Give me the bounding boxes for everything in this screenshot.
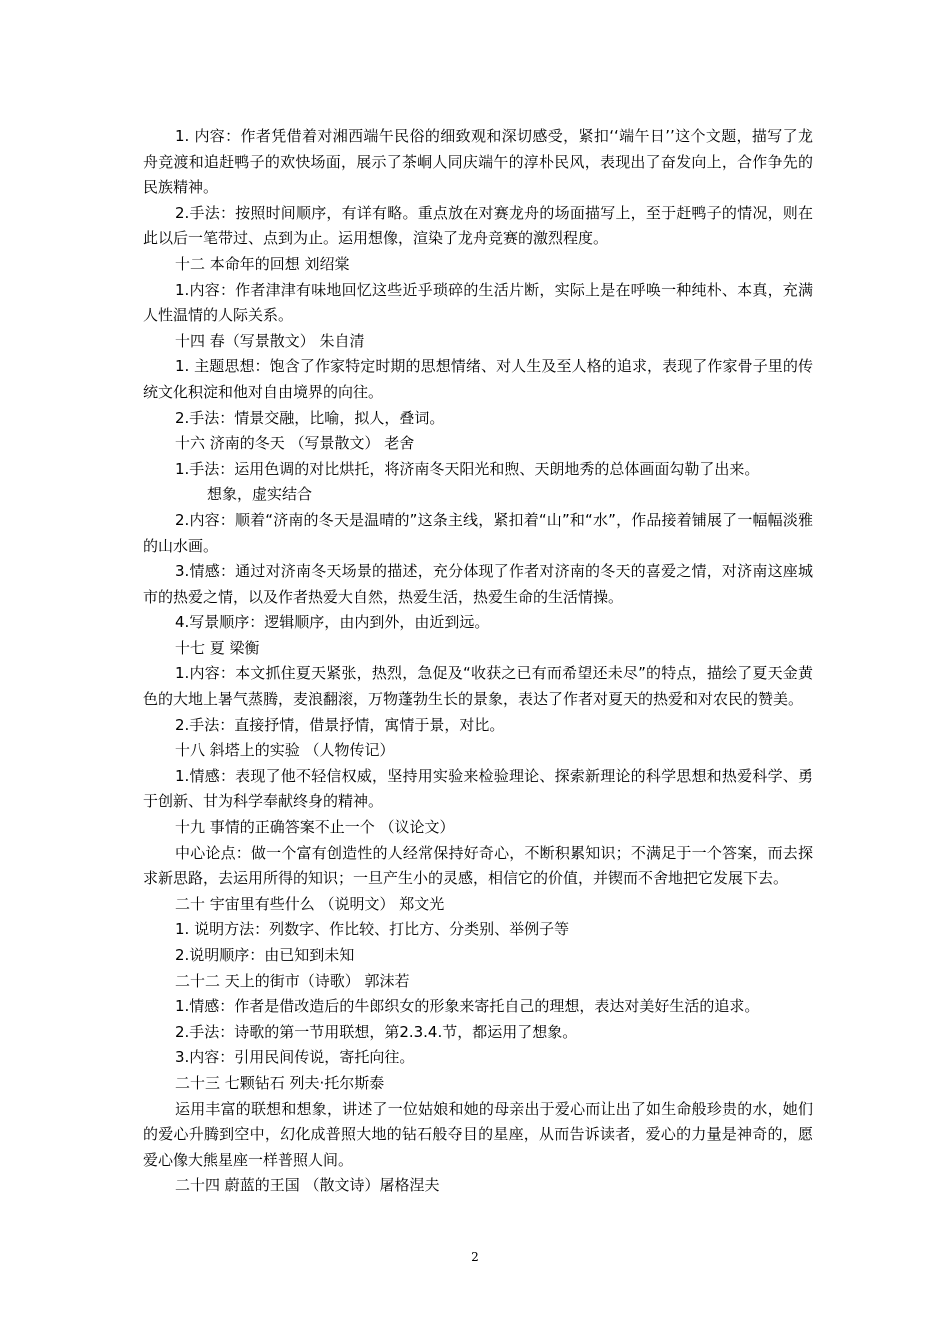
section-heading: 十四 春（写景散文） 朱自清 [175,331,365,350]
paragraph: 1.情感：表现了他不轻信权威，坚持用实验来检验理论、探索新理论的科学思想和热爱科学、勇于创新、甘为科学奉献终身的精神。 [143,766,813,811]
paragraph: 1.内容：本文抓住夏天紧张，热烈，急促及“收获之已有而希望还未尽”的特点，描绘了夏天金黄色的大地上暑气蒸腾，麦浪翻滚，万物蓬勃生长的景象，表达了作者对夏天的热爱和对农民的赞美。 [143,664,813,709]
paragraph: 想象，虚实结合 [207,485,313,504]
paragraph: 1.情感：作者是借改造后的牛郎织女的形象来寄托自己的理想，表达对美好生活的追求。 [175,997,760,1016]
paragraph: 2.说明顺序：由已知到未知 [175,946,355,964]
paragraph: 1.手法：运用色调的对比烘托，将济南冬天阳光和煦、天朗地秀的总体画面勾勒了出来。 [175,459,760,478]
paragraph: 1. 主题思想：饱含了作家特定时期的思想情绪、对人生及至人格的追求，表现了作家骨子里的传统文化积淀和他对自由境界的向往。 [143,357,813,401]
paragraph: 1. 说明方法：列数字、作比较、打比方、分类别、举例子等 [175,920,570,939]
section-heading: 二十三 七颗钻石 列夫·托尔斯泰 [175,1073,385,1092]
section-heading: 二十二 天上的街市（诗歌） 郭沫若 [175,971,410,990]
paragraph: 2.手法：情景交融，比喻，拟人，叠词。 [175,408,445,427]
section-heading: 十七 夏 梁衡 [175,638,260,657]
paragraph: 2.手法：按照时间顺序，有详有略。重点放在对赛龙舟的场面描写上，至于赶鸭子的情况，则在此以后一笔带过、点到为止。运用想像，渲染了龙舟竞赛的激烈程度。 [143,203,813,248]
section-heading: 十八 斜塔上的实验 （人物传记） [175,741,395,760]
paragraph: 2.内容：顺着“济南的冬天是温晴的”这条主线，紧扣着“山”和“水”，作品接着铺展了一幅幅淡雅的山水画。 [143,510,813,555]
document-body [143,124,813,1199]
paragraph: 3.内容：引用民间传说，寄托向往。 [175,1048,415,1067]
paragraph: 运用丰富的联想和想象，讲述了一位姑娘和她的母亲出于爱心而让出了如生命般珍贵的水，她们的爱心升腾到空中，幻化成普照大地的钻石般夺目的星座，从而告诉读者，爱心的力量是神奇的，愿爱心像大熊星座一样普照人间。 [143,1099,813,1169]
section-heading: 二十四 蔚蓝的王国 （散文诗）屠格涅夫 [175,1176,440,1195]
paragraph: 2.手法：诗歌的第一节用联想，第2.3.4.节，都运用了想象。 [175,1022,578,1041]
section-heading: 十六 济南的冬天 （写景散文） 老舍 [175,434,415,453]
section-heading: 二十 宇宙里有些什么 （说明文） 郑文光 [175,894,445,913]
section-heading: 十九 事情的正确答案不止一个 （议论文） [175,818,455,837]
section-heading: 十二 本命年的回想 刘绍棠 [175,254,350,273]
paragraph: 中心论点：做一个富有创造性的人经常保持好奇心，不断积累知识；不满足于一个答案，而去探求新思路，去运用所得的知识；一旦产生小的灵感，相信它的价值，并锲而不舍地把它发展下去。 [143,843,813,888]
paragraph: 2.手法：直接抒情，借景抒情，寓情于景，对比。 [175,715,505,734]
paragraph: 4.写景顺序：逻辑顺序，由内到外，由近到远。 [175,613,490,632]
paragraph: 1. 内容：作者凭借着对湘西端午民俗的细致观和深切感受，紧扣‘‘端午日’’这个文题，描写了龙舟竞渡和追赶鸭子的欢快场面，展示了茶峒人同庆端午的淳朴民风，表现出了奋发向上，合作争先的民族精神。 [143,127,813,197]
paragraph: 1.内容：作者津津有味地回忆这些近乎琐碎的生活片断，实际上是在呼唤一种纯朴、本真，充满人性温情的人际关系。 [143,280,813,325]
paragraph: 3.情感：通过对济南冬天场景的描述，充分体现了作者对济南的冬天的喜爱之情，对济南这座城市的热爱之情，以及作者热爱大自然，热爱生活，热爱生命的生活情操。 [143,562,813,606]
page-number: 2 [471,1250,479,1264]
